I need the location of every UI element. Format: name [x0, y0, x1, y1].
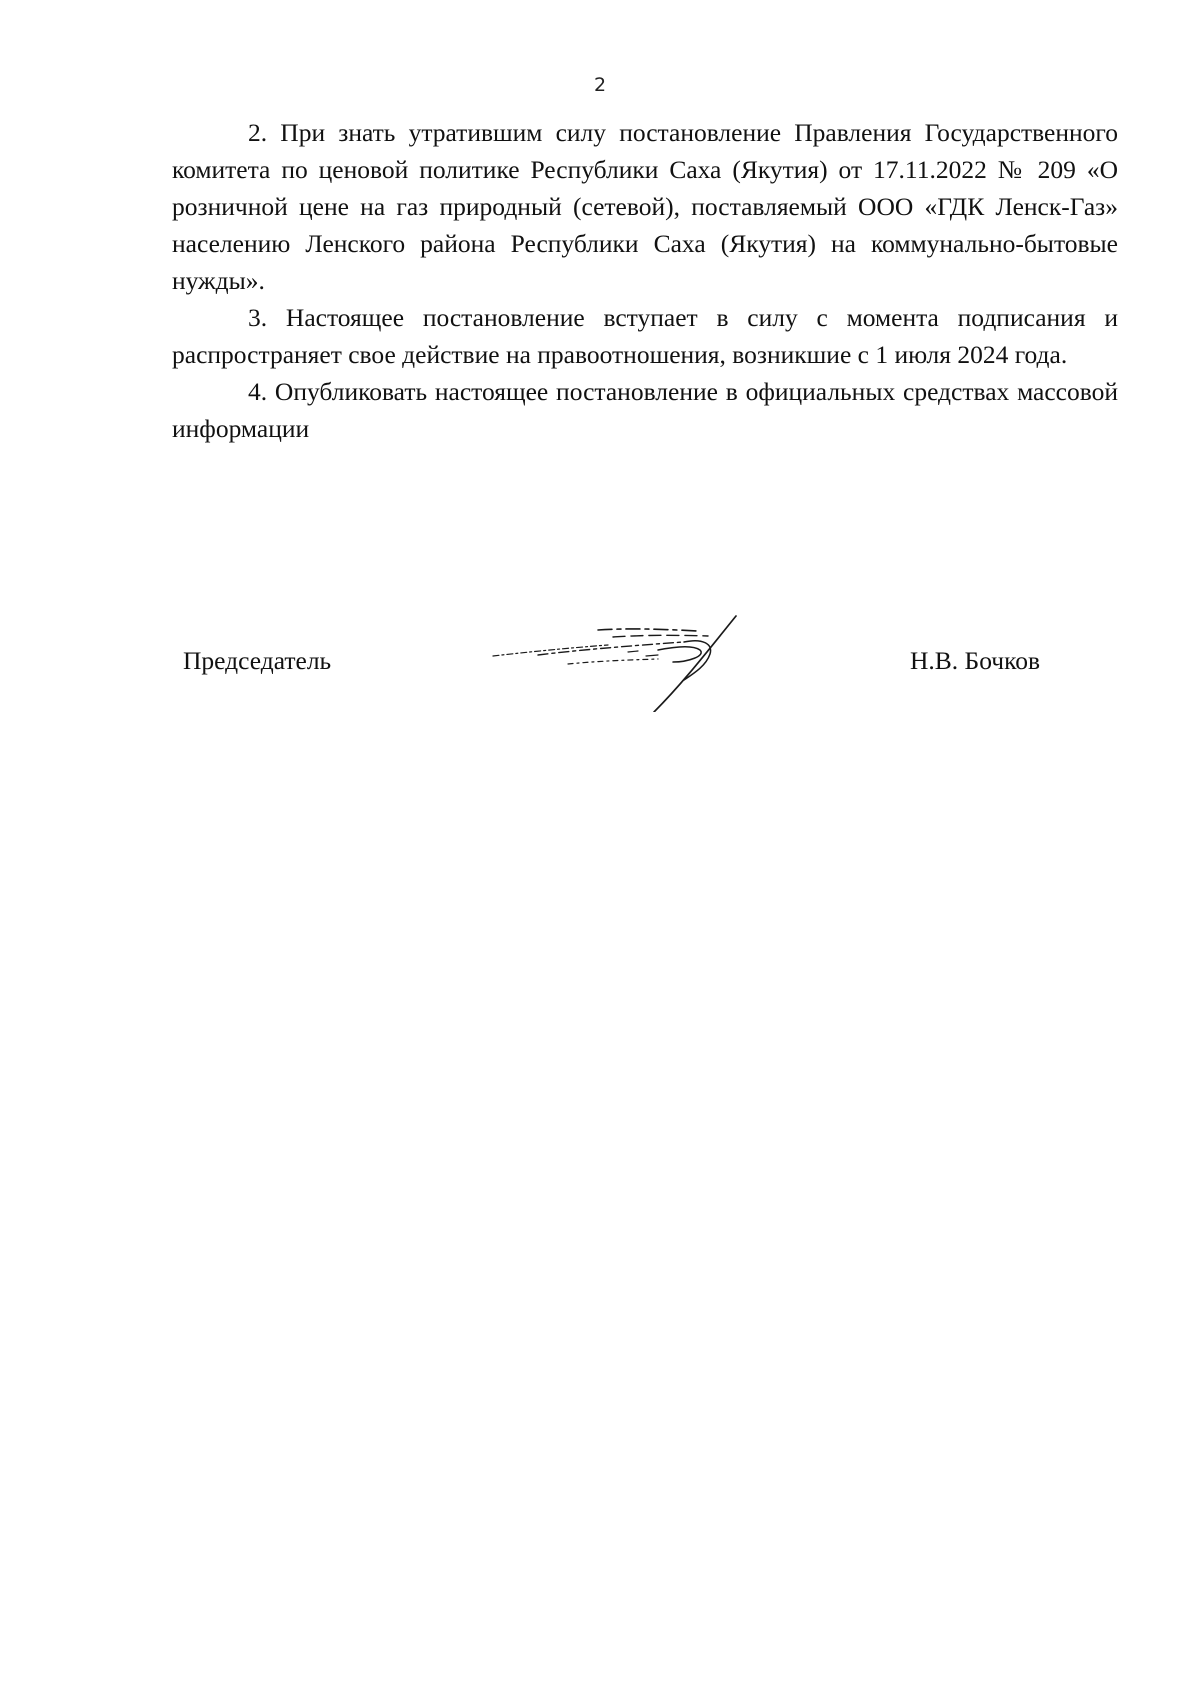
signature-block: [0, 612, 1200, 722]
paragraph-2: 2. При знать утратившим силу постановление Правления Государственного комитета по ценовой политике Республики Саха (Якутия) от 17.11.2022 № 209 «О розничной цене на газ природный (сетевой), поставляемый ООО «ГДК Ленск-Газ» населению Ленского района Республики Саха (Якутия) на коммунально-бытовые нужды».: [172, 118, 1118, 295]
page-number: 2: [593, 74, 607, 96]
document-body: [172, 114, 1118, 447]
paragraph-4: 4. Опубликовать настоящее постановление в официальных средствах массовой информации: [172, 377, 1118, 443]
handwritten-signature: [488, 612, 768, 712]
signer-title: Председатель: [183, 646, 332, 675]
signer-name: Н.В. Бочков: [910, 646, 1040, 675]
paragraph-3: 3. Настоящее постановление вступает в силу с момента подписания и распространяет свое действие на правоотношения, возникшие с 1 июля 2024 года.: [172, 303, 1118, 369]
